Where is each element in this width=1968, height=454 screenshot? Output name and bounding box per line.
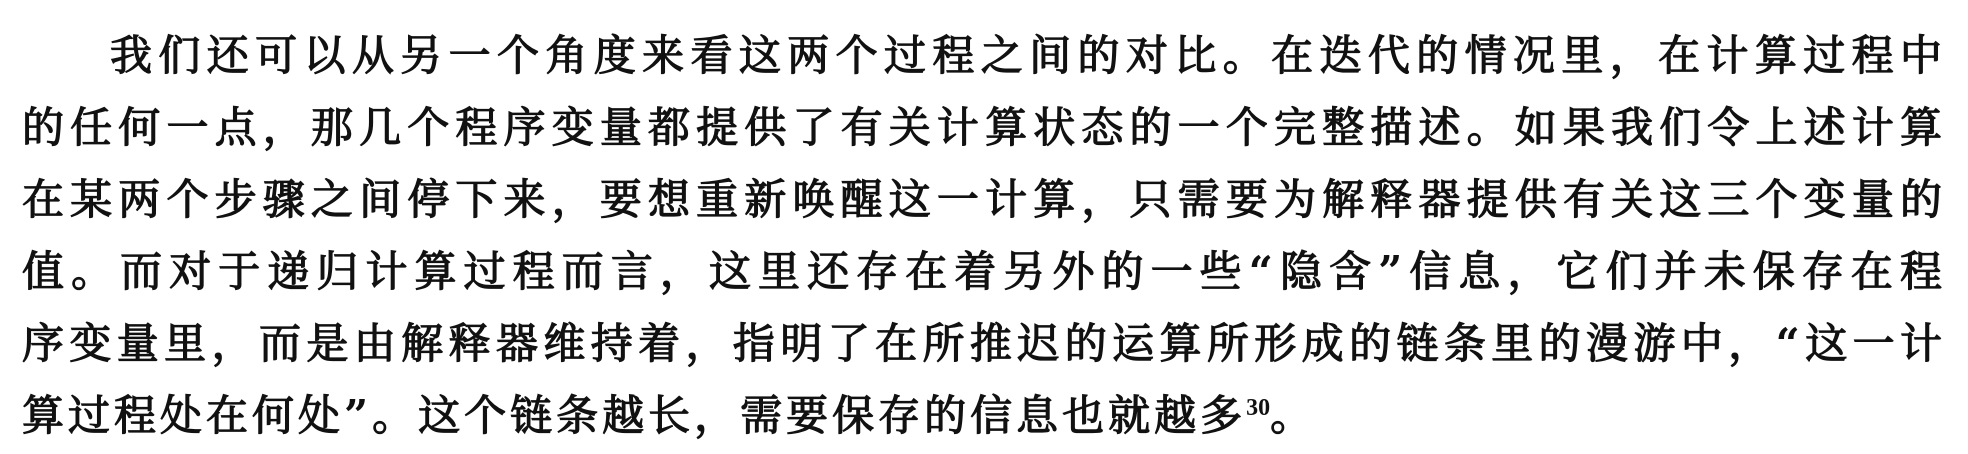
paragraph-line-5: 序变量里，而是由解释器维持着，指明了在所推迟的运算所形成的链条里的漫游中，“这一计 (22, 319, 1946, 368)
body-paragraph (22, 20, 1946, 452)
paragraph-line-2: 的任何一点，那几个程序变量都提供了有关计算状态的一个完整描述。如果我们令上述计算 (22, 103, 1946, 152)
paragraph-line-6 (22, 380, 1946, 452)
paragraph-line-3: 在某两个步骤之间停下来，要想重新唤醒这一计算，只需要为解释器提供有关这三个变量的 (22, 175, 1946, 224)
paragraph-line-6-text: 算过程处在何处”。这个链条越长，需要保存的信息也就越多 (22, 391, 1247, 440)
paragraph-line-1: 我们还可以从另一个角度来看这两个过程之间的对比。在迭代的情况里，在计算过程中 (110, 31, 1946, 80)
footnote-reference[interactable]: 30 (1246, 395, 1271, 421)
end-punctuation: 。 (1270, 391, 1317, 440)
paragraph-line-4: 值。而对于递归计算过程而言，这里还存在着另外的一些“隐含”信息，它们并未保存在程 (22, 247, 1946, 296)
